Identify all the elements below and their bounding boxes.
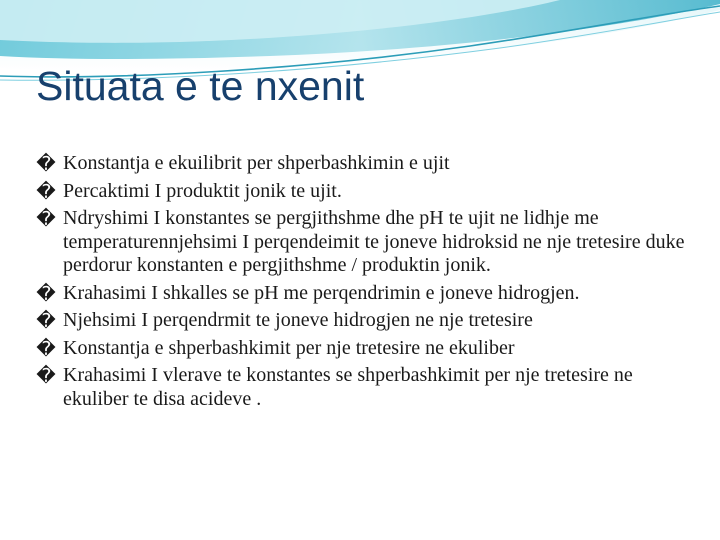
bullet-text: Ndryshimi I konstantes se pergjithshme dhe pH te ujit ne lidhje me temperaturennjehsimi I perqendeimit te joneve hidroksid ne nje tretesire duke perdorur konstanten e pergjithshme / produktin jonik.: [63, 207, 685, 276]
slide-title: Situata e te nxenit: [36, 63, 365, 109]
bullet-item: [36, 180, 696, 204]
bullet-glyph-icon: �: [36, 282, 56, 305]
bullet-text: Krahasimi I vlerave te konstantes se shperbashkimit per nje tretesire ne ekuliber te disa acideve .: [63, 364, 633, 410]
bullet-text: Percaktimi I produktit jonik te ujit.: [63, 179, 342, 202]
bullet-item: [36, 282, 696, 306]
bullet-item: [36, 337, 696, 361]
bullet-glyph-icon: �: [36, 337, 56, 360]
bullet-text: Njehsimi I perqendrmit te joneve hidrogjen ne nje tretesire: [63, 309, 533, 331]
bullet-text: Konstantja e ekuilibrit per shperbashkimin e ujit: [63, 152, 450, 174]
bullet-glyph-icon: �: [36, 180, 56, 203]
bullet-list: [36, 152, 696, 415]
bullet-text: Krahasimi I shkalles se pH me perqendrimin e joneve hidrogjen.: [63, 281, 580, 304]
bullet-item: [36, 364, 696, 411]
bullet-glyph-icon: �: [36, 310, 56, 332]
bullet-glyph-icon: �: [36, 153, 56, 175]
bullet-item: [36, 207, 696, 278]
bullet-glyph-icon: �: [36, 365, 56, 387]
bullet-text: Konstantja e shperbashkimit per nje tretesire ne ekuliber: [63, 336, 515, 359]
bullet-item: [36, 309, 696, 333]
bullet-item: [36, 152, 696, 176]
bullet-glyph-icon: �: [36, 208, 56, 230]
